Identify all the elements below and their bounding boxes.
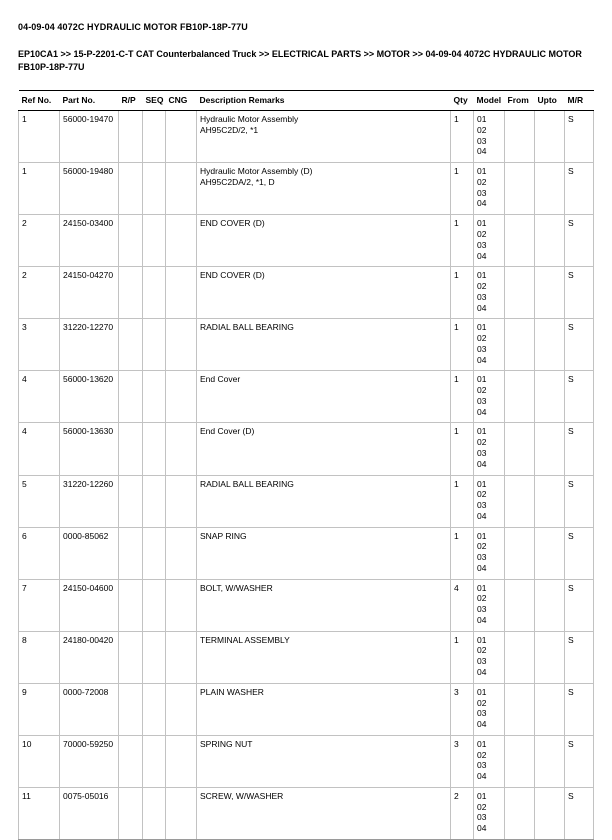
model-cell-line: 04 <box>477 302 487 313</box>
upto-cell <box>535 163 565 215</box>
model-cell-line: 02 <box>477 541 487 552</box>
mr-cell: S <box>565 267 594 319</box>
cng-cell <box>166 787 197 839</box>
mr-cell: S <box>565 475 594 527</box>
seq-cell <box>143 683 166 735</box>
model-cell-line: 04 <box>477 667 487 678</box>
model-cell-line: 02 <box>477 801 487 812</box>
upto-cell <box>535 319 565 371</box>
model-cell-line: 01 <box>477 634 487 645</box>
qty-cell: 1 <box>451 423 474 475</box>
mr-cell: S <box>565 215 594 267</box>
column-header: Description Remarks <box>197 91 451 111</box>
table-row <box>19 527 594 579</box>
upto-cell <box>535 371 565 423</box>
upto-cell <box>535 423 565 475</box>
upto-cell <box>535 683 565 735</box>
part-no-cell: 24180-00420 <box>60 631 119 683</box>
description-cell <box>197 111 451 163</box>
description-cell-line: RADIAL BALL BEARING <box>200 322 294 333</box>
rp-cell <box>119 527 143 579</box>
column-header: R/P <box>119 91 143 111</box>
from-cell <box>505 163 535 215</box>
from-cell <box>505 631 535 683</box>
model-cell-line: 01 <box>477 322 487 333</box>
ref-no-cell: 4 <box>19 423 60 475</box>
model-cell <box>474 579 505 631</box>
rp-cell <box>119 319 143 371</box>
rp-cell <box>119 111 143 163</box>
part-no-cell: 24150-04270 <box>60 267 119 319</box>
upto-cell <box>535 267 565 319</box>
model-cell-line: 04 <box>477 771 487 782</box>
part-no-cell: 56000-13620 <box>60 371 119 423</box>
model-cell <box>474 527 505 579</box>
page-title: 04-09-04 4072C HYDRAULIC MOTOR FB10P-18P-77U <box>18 22 248 32</box>
description-cell-line: BOLT, W/WASHER <box>200 582 273 593</box>
from-cell <box>505 267 535 319</box>
seq-cell <box>143 319 166 371</box>
description-cell-line: SCREW, W/WASHER <box>200 790 284 801</box>
mr-cell: S <box>565 527 594 579</box>
from-cell <box>505 787 535 839</box>
part-no-cell: 56000-19480 <box>60 163 119 215</box>
model-cell-line: 04 <box>477 562 487 573</box>
model-cell-line: 03 <box>477 395 487 406</box>
part-no-cell: 0075-05016 <box>60 787 119 839</box>
column-header: Part No. <box>60 91 119 111</box>
rp-cell <box>119 163 143 215</box>
from-cell <box>505 423 535 475</box>
mr-cell: S <box>565 735 594 787</box>
ref-no-cell: 11 <box>19 787 60 839</box>
rp-cell <box>119 735 143 787</box>
seq-cell <box>143 787 166 839</box>
model-cell-line: 03 <box>477 656 487 667</box>
model-cell <box>474 267 505 319</box>
model-cell-line: 02 <box>477 228 487 239</box>
upto-cell <box>535 111 565 163</box>
cng-cell <box>166 111 197 163</box>
model-cell-line: 03 <box>477 604 487 615</box>
seq-cell <box>143 423 166 475</box>
table-row <box>19 631 594 683</box>
seq-cell <box>143 267 166 319</box>
qty-cell: 1 <box>451 527 474 579</box>
upto-cell <box>535 475 565 527</box>
description-cell-line: Hydraulic Motor Assembly (D) <box>200 166 313 177</box>
cng-cell <box>166 475 197 527</box>
model-cell-line: 02 <box>477 333 487 344</box>
seq-cell <box>143 735 166 787</box>
model-cell <box>474 683 505 735</box>
table-row <box>19 163 594 215</box>
mr-cell: S <box>565 371 594 423</box>
upto-cell <box>535 735 565 787</box>
from-cell <box>505 527 535 579</box>
model-cell-line: 01 <box>477 790 487 801</box>
ref-no-cell: 2 <box>19 267 60 319</box>
description-cell <box>197 683 451 735</box>
column-header: CNG <box>166 91 197 111</box>
from-cell <box>505 735 535 787</box>
model-cell-line: 04 <box>477 198 487 209</box>
rp-cell <box>119 371 143 423</box>
model-cell-line: 04 <box>477 406 487 417</box>
seq-cell <box>143 163 166 215</box>
model-cell-line: 03 <box>477 708 487 719</box>
model-cell-line: 02 <box>477 437 487 448</box>
mr-cell: S <box>565 319 594 371</box>
model-cell-line: 04 <box>477 250 487 261</box>
ref-no-cell: 6 <box>19 527 60 579</box>
description-cell-line: END COVER (D) <box>200 218 265 229</box>
model-cell-line: 02 <box>477 489 487 500</box>
column-header: From <box>505 91 535 111</box>
column-header: SEQ <box>143 91 166 111</box>
description-cell <box>197 475 451 527</box>
qty-cell: 1 <box>451 371 474 423</box>
table-row <box>19 371 594 423</box>
description-cell <box>197 163 451 215</box>
rp-cell <box>119 475 143 527</box>
description-cell-line: AH95C2D/2, *1 <box>200 124 259 135</box>
from-cell <box>505 215 535 267</box>
rp-cell <box>119 683 143 735</box>
seq-cell <box>143 111 166 163</box>
model-cell-line: 04 <box>477 614 487 625</box>
model-cell-line: 01 <box>477 738 487 749</box>
column-header: Upto <box>535 91 565 111</box>
model-cell-line: 02 <box>477 176 487 187</box>
model-cell-line: 04 <box>477 354 487 365</box>
cng-cell <box>166 631 197 683</box>
model-cell-line: 01 <box>477 114 487 125</box>
column-header: Qty <box>451 91 474 111</box>
part-no-cell: 24150-04600 <box>60 579 119 631</box>
qty-cell: 3 <box>451 683 474 735</box>
rp-cell <box>119 787 143 839</box>
model-cell-line: 01 <box>477 166 487 177</box>
rp-cell <box>119 579 143 631</box>
mr-cell: S <box>565 111 594 163</box>
model-cell-line: 02 <box>477 645 487 656</box>
ref-no-cell: 1 <box>19 111 60 163</box>
model-cell <box>474 423 505 475</box>
model-cell-line: 04 <box>477 146 487 157</box>
model-cell-line: 02 <box>477 697 487 708</box>
upto-cell <box>535 215 565 267</box>
cng-cell <box>166 371 197 423</box>
description-cell <box>197 787 451 839</box>
model-cell <box>474 215 505 267</box>
model-cell <box>474 735 505 787</box>
model-cell <box>474 371 505 423</box>
model-cell-line: 03 <box>477 812 487 823</box>
description-cell-line: AH95C2DA/2, *1, D <box>200 176 275 187</box>
upto-cell <box>535 527 565 579</box>
table-row <box>19 579 594 631</box>
model-cell-line: 03 <box>477 448 487 458</box>
model-cell-line: 04 <box>477 719 487 730</box>
table-row <box>19 215 594 267</box>
breadcrumb: EP10CA1 >> 15-P-2201-C-T CAT Counterbalanced Truck >> ELECTRICAL PARTS >> MOTOR >> 04-09-04 4072C HYDRAULIC MOTOR FB10P-18P-77U <box>18 49 582 73</box>
qty-cell: 1 <box>451 475 474 527</box>
model-cell-line: 01 <box>477 582 487 593</box>
model-cell-line: 03 <box>477 760 487 771</box>
model-cell-line: 01 <box>477 218 487 229</box>
rp-cell <box>119 631 143 683</box>
description-cell <box>197 371 451 423</box>
cng-cell <box>166 579 197 631</box>
description-cell-line: End Cover <box>200 374 241 385</box>
part-no-cell: 31220-12270 <box>60 319 119 371</box>
upto-cell <box>535 787 565 839</box>
parts-table-body <box>19 111 594 840</box>
column-header: Ref No. <box>19 91 60 111</box>
rp-cell <box>119 423 143 475</box>
description-cell-line: END COVER (D) <box>200 270 265 281</box>
cng-cell <box>166 423 197 475</box>
from-cell <box>505 111 535 163</box>
model-cell-line: 01 <box>477 686 487 697</box>
model-cell <box>474 163 505 215</box>
model-cell-line: 03 <box>477 135 487 146</box>
cng-cell <box>166 319 197 371</box>
ref-no-cell: 4 <box>19 371 60 423</box>
ref-no-cell: 7 <box>19 579 60 631</box>
qty-cell: 2 <box>451 787 474 839</box>
table-header <box>19 91 594 111</box>
cng-cell <box>166 683 197 735</box>
model-cell-line: 03 <box>477 239 487 250</box>
description-cell <box>197 527 451 579</box>
rp-cell <box>119 267 143 319</box>
model-cell-line: 03 <box>477 291 487 302</box>
description-cell-line: RADIAL BALL BEARING <box>200 478 294 489</box>
mr-cell: S <box>565 423 594 475</box>
description-cell-line: SPRING NUT <box>200 738 253 749</box>
mr-cell: S <box>565 631 594 683</box>
ref-no-cell: 5 <box>19 475 60 527</box>
table-row <box>19 111 594 163</box>
cng-cell <box>166 163 197 215</box>
model-cell <box>474 475 505 527</box>
part-no-cell: 56000-19470 <box>60 111 119 163</box>
seq-cell <box>143 371 166 423</box>
from-cell <box>505 475 535 527</box>
part-no-cell: 70000-59250 <box>60 735 119 787</box>
seq-cell <box>143 215 166 267</box>
table-row <box>19 475 594 527</box>
qty-cell: 1 <box>451 631 474 683</box>
ref-no-cell: 1 <box>19 163 60 215</box>
table-row <box>19 683 594 735</box>
description-cell <box>197 423 451 475</box>
table-row <box>19 267 594 319</box>
model-cell-line: 02 <box>477 385 487 396</box>
seq-cell <box>143 527 166 579</box>
mr-cell: S <box>565 163 594 215</box>
description-cell <box>197 631 451 683</box>
cng-cell <box>166 735 197 787</box>
qty-cell: 1 <box>451 267 474 319</box>
table-row <box>19 787 594 839</box>
cng-cell <box>166 267 197 319</box>
part-no-cell: 24150-03400 <box>60 215 119 267</box>
part-no-cell: 31220-12260 <box>60 475 119 527</box>
model-cell-line: 03 <box>477 343 487 354</box>
model-cell <box>474 319 505 371</box>
model-cell-line: 01 <box>477 530 487 541</box>
mr-cell: S <box>565 787 594 839</box>
description-cell <box>197 735 451 787</box>
description-cell-line: SNAP RING <box>200 530 247 541</box>
ref-no-cell: 8 <box>19 631 60 683</box>
column-header: M/R <box>565 91 594 111</box>
model-cell-line: 01 <box>477 374 487 385</box>
qty-cell: 1 <box>451 163 474 215</box>
model-cell <box>474 787 505 839</box>
part-no-cell: 56000-13630 <box>60 423 119 475</box>
cng-cell <box>166 215 197 267</box>
ref-no-cell: 10 <box>19 735 60 787</box>
description-cell <box>197 579 451 631</box>
qty-cell: 1 <box>451 111 474 163</box>
mr-cell: S <box>565 579 594 631</box>
model-cell-line: 01 <box>477 478 487 489</box>
description-cell-line: End Cover (D) <box>200 426 255 437</box>
description-cell <box>197 215 451 267</box>
parts-table <box>18 90 594 840</box>
model-cell <box>474 111 505 163</box>
model-cell-line: 04 <box>477 458 487 469</box>
model-cell-line: 03 <box>477 552 487 563</box>
from-cell <box>505 579 535 631</box>
rp-cell <box>119 215 143 267</box>
qty-cell: 3 <box>451 735 474 787</box>
description-cell-line: TERMINAL ASSEMBLY <box>200 634 290 645</box>
model-cell-line: 01 <box>477 270 487 281</box>
model-cell-line: 03 <box>477 500 487 511</box>
model-cell-line: 02 <box>477 749 487 760</box>
table-row <box>19 735 594 787</box>
description-cell <box>197 267 451 319</box>
ref-no-cell: 3 <box>19 319 60 371</box>
seq-cell <box>143 631 166 683</box>
model-cell-line: 04 <box>477 510 487 521</box>
qty-cell: 1 <box>451 215 474 267</box>
mr-cell: S <box>565 683 594 735</box>
description-cell-line: PLAIN WASHER <box>200 686 264 697</box>
model-cell-line: 02 <box>477 593 487 604</box>
table-row <box>19 319 594 371</box>
model-cell-line: 02 <box>477 281 487 292</box>
from-cell <box>505 371 535 423</box>
part-no-cell: 0000-85062 <box>60 527 119 579</box>
model-cell-line: 03 <box>477 187 487 198</box>
ref-no-cell: 9 <box>19 683 60 735</box>
seq-cell <box>143 579 166 631</box>
model-cell-line: 04 <box>477 823 487 834</box>
part-no-cell: 0000-72008 <box>60 683 119 735</box>
upto-cell <box>535 579 565 631</box>
model-cell <box>474 631 505 683</box>
from-cell <box>505 683 535 735</box>
table-header-row <box>19 91 594 111</box>
from-cell <box>505 319 535 371</box>
table-row <box>19 423 594 475</box>
qty-cell: 4 <box>451 579 474 631</box>
cng-cell <box>166 527 197 579</box>
ref-no-cell: 2 <box>19 215 60 267</box>
qty-cell: 1 <box>451 319 474 371</box>
description-cell <box>197 319 451 371</box>
seq-cell <box>143 475 166 527</box>
upto-cell <box>535 631 565 683</box>
model-cell-line: 02 <box>477 124 487 135</box>
model-cell-line: 01 <box>477 426 487 437</box>
column-header: Model <box>474 91 505 111</box>
description-cell-line: Hydraulic Motor Assembly <box>200 114 299 125</box>
